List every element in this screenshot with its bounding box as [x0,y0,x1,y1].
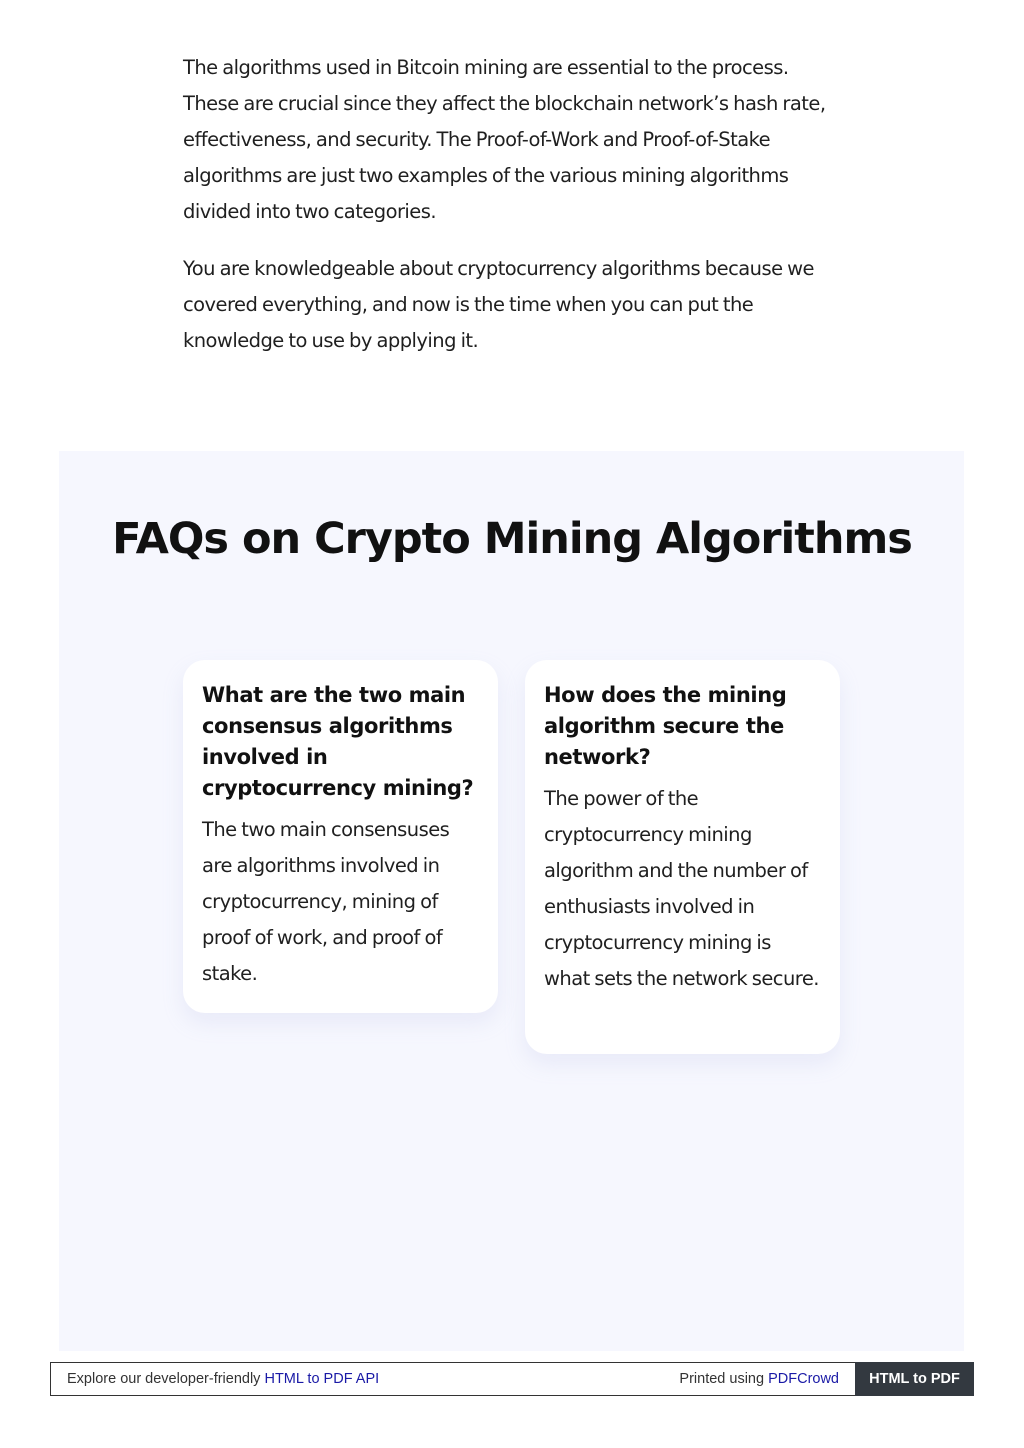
faq-card [183,660,498,1013]
faq-answer: The two main consensuses are algorithms involved in cryptocurrency, mining of proof of work, and proof of stake. [202,818,450,985]
faq-question: What are the two main consensus algorithms involved in cryptocurrency mining? [202,683,474,800]
intro-paragraph: You are knowledgeable about cryptocurrency algorithms because we covered everything, and now is the time when you can put the knowledge to use by applying it. [183,257,815,352]
faq-answer: The power of the cryptocurrency mining algorithm and the number of enthusiasts involved in cryptocurrency mining is what sets the network secure. [544,787,819,990]
footer-promo [67,1363,379,1395]
faq-title: FAQs on Crypto Mining Algorithms [112,514,912,564]
faq-question: How does the mining algorithm secure the network? [544,683,787,769]
intro-paragraph: The algorithms used in Bitcoin mining are essential to the process. These are crucial since they affect the blockchain network’s hash rate, effectiveness, and security. The Proof-of-Work and Proof-of-Stake algorithms are just two examples of the various mining algorithms divided into two categories. [183,56,826,223]
pdfcrowd-link[interactable]: PDFCrowd [768,1371,839,1387]
pdf-footer-bar [50,1362,974,1396]
intro-text [183,50,843,380]
footer-promo-text: Explore our developer-friendly [67,1371,261,1387]
html-to-pdf-badge[interactable]: HTML to PDF [855,1362,974,1396]
footer-printed-by [679,1363,839,1395]
footer-printed-text: Printed using [679,1371,765,1387]
html-to-pdf-api-link[interactable]: HTML to PDF API [264,1371,380,1387]
faq-card [525,660,840,1054]
